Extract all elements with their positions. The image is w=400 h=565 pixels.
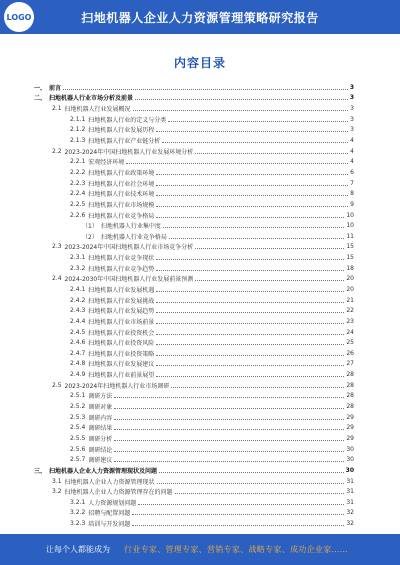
toc-entry-number: 2.4.7 [70, 349, 86, 357]
toc-entry-number: 2.5 [52, 381, 62, 389]
toc-entry-page: 30 [346, 456, 354, 464]
toc-entry[interactable] [34, 380, 354, 391]
toc-entry-page: 31 [346, 488, 354, 496]
toc-leader-dots [156, 174, 348, 175]
toc-entry[interactable] [34, 178, 354, 189]
toc-entry[interactable] [34, 476, 354, 487]
toc-entry[interactable] [34, 454, 354, 465]
toc-entry-title: 扫地机器人行业投资风险 [88, 340, 155, 348]
toc-entry-page: 32 [346, 520, 354, 528]
toc-entry-number: （1） [82, 223, 98, 231]
toc-leader-dots [156, 291, 344, 292]
toc-entry[interactable] [34, 486, 354, 497]
toc-entry-number: 2.1 [52, 105, 62, 113]
toc-entry-title: 2023-2024年中国扫地机器人行业市场竞争分析 [64, 244, 194, 252]
toc-entry-page: 3 [350, 105, 354, 113]
toc-entry-number: 2.5.1 [70, 392, 86, 400]
toc-leader-dots [114, 461, 344, 462]
toc-leader-dots [114, 408, 344, 409]
toc-leader-dots [156, 195, 348, 196]
toc-leader-dots [157, 483, 345, 484]
toc-leader-dots [156, 323, 344, 324]
toc-entry-title: 扫地机器人行业竞争现状 [88, 255, 155, 263]
toc-entry[interactable] [34, 518, 354, 529]
toc-entry[interactable] [34, 199, 354, 210]
toc-entry-title: 调研方法 [88, 393, 113, 401]
toc-entry-title: 扫地机器人行业发展挑战 [88, 297, 155, 305]
toc-entry-page: 18 [346, 264, 354, 272]
toc-entry-page: 30 [346, 445, 354, 453]
toc-leader-dots [156, 270, 344, 271]
toc-leader-dots [163, 227, 345, 228]
toc-entry[interactable] [34, 391, 354, 402]
toc-entry-title: 扫地机器人企业人力资源管理现状及问题 [49, 467, 158, 475]
toc-entry[interactable] [34, 401, 354, 412]
toc-entry[interactable] [34, 125, 354, 136]
toc-entry-title: 2023-2024年中国扫地机器人行业发展环境分析 [64, 148, 194, 156]
toc-entry-page: 4 [350, 147, 354, 155]
toc-leader-dots [156, 185, 348, 186]
toc-entry[interactable] [34, 210, 354, 221]
toc-entry-number: 2.2.2 [70, 168, 86, 176]
toc-entry-title: 调研内容 [88, 414, 113, 422]
toc-entry-number: 2.5.4 [70, 424, 86, 432]
toc-leader-dots [156, 131, 348, 132]
toc-entry-title: 扫地机器人行业竞争格局 [100, 233, 167, 241]
toc-entry[interactable] [34, 167, 354, 178]
toc-entry-title: 宏观经济环境 [88, 159, 125, 167]
toc-entry[interactable] [34, 252, 354, 263]
toc-entry-number: 2.5.7 [70, 456, 86, 464]
toc-entry-title: 扫地机器人行业社会环境 [88, 180, 155, 188]
toc-entry[interactable] [34, 156, 354, 167]
toc-leader-dots [169, 238, 345, 239]
toc-entry-number: 2.4.9 [70, 371, 86, 379]
toc-entry-number: 2.5.3 [70, 413, 86, 421]
toc-entry-number: 2.4.8 [70, 360, 86, 368]
toc-entry-title: 扫地机器人行业竞争格局 [88, 212, 155, 220]
toc-leader-dots [126, 163, 348, 164]
toc-entry[interactable] [34, 93, 354, 104]
toc-leader-dots [132, 525, 344, 526]
toc-entry[interactable] [34, 337, 354, 348]
toc-entry-page: 22 [346, 307, 354, 315]
toc-leader-dots [132, 514, 344, 515]
toc-leader-dots [114, 440, 344, 441]
toc-entry-title: 调研结果 [88, 425, 113, 433]
toc-entry-number: 3.2.2 [70, 509, 86, 517]
toc-entry-number: 3.1 [52, 477, 62, 485]
toc-leader-dots [156, 355, 344, 356]
toc-entry-page: 20 [346, 285, 354, 293]
toc-entry[interactable] [34, 114, 354, 125]
toc-entry-page: 4 [350, 158, 354, 166]
page-header [0, 0, 400, 34]
toc-entry-title: 2023-2024年扫地机器人行业市场调研 [64, 382, 170, 390]
toc-entry-number: 2.4 [52, 275, 62, 283]
toc-entry-number: 2.2.6 [70, 211, 86, 219]
toc-leader-dots [156, 217, 344, 218]
toc-entry-number: 2.1.3 [70, 137, 86, 145]
toc-entry-page: 23 [346, 317, 354, 325]
toc-leader-dots [156, 206, 348, 207]
toc-entry-page: 15 [346, 243, 354, 251]
toc-leader-dots [114, 419, 344, 420]
toc-entry[interactable] [34, 508, 354, 519]
toc-entry-title: 扫地机器人行业市场分析及前景 [49, 95, 134, 103]
toc-entry-title: 扫地机器人行业发展历程 [88, 127, 155, 135]
toc-entry-number: 2.2.4 [70, 190, 86, 198]
toc-entry[interactable] [34, 295, 354, 306]
toc-entry[interactable] [34, 359, 354, 370]
toc-entry-title: 调研对象 [88, 404, 113, 412]
toc-entry-title: 人力资源规划问题 [88, 499, 137, 507]
footer-slogan-roles: 行业专家、管理专家、营销专家、战略专家、成功企业家…… [124, 545, 349, 554]
toc-entry[interactable] [34, 423, 354, 434]
toc-entry-page: 7 [350, 179, 354, 187]
toc-entry-number: 2.5.5 [70, 434, 86, 442]
footer-slogan-lead: 让每个人都能成为 [46, 545, 110, 554]
toc-entry[interactable] [34, 348, 354, 359]
toc-leader-dots [135, 99, 348, 100]
toc-leader-dots [133, 110, 349, 111]
toc-entry[interactable] [34, 231, 354, 242]
toc-leader-dots [171, 387, 344, 388]
toc-entry-title: 扫地机器人行业的定义与分类 [88, 116, 167, 124]
toc-entry[interactable] [34, 305, 354, 316]
toc-leader-dots [195, 248, 344, 249]
toc-entry-page: 29 [346, 434, 354, 442]
toc-leader-dots [168, 121, 348, 122]
toc-entry-number: 2.3.2 [70, 264, 86, 272]
toc-entry-title: 扫地机器人行业政策环境 [88, 169, 155, 177]
toc-entry-number: 2.2.1 [70, 158, 86, 166]
toc-entry-number: 2.4.1 [70, 285, 86, 293]
toc-entry-title: 调研结论 [88, 446, 113, 454]
toc-entry-title: 扫地机器人行业投资机会 [88, 329, 155, 337]
toc-entry-page: 31 [346, 498, 354, 506]
toc-entry-title: 扫地机器人行业市场前景 [88, 318, 155, 326]
toc-entry-page: 27 [346, 360, 354, 368]
toc-leader-dots [114, 429, 344, 430]
brand-logo-text: LOGO [6, 12, 32, 22]
toc-entry-title: 扫地机器人行业集中度 [100, 223, 161, 231]
toc-entry-number: 2.1.2 [70, 126, 86, 134]
toc-leader-dots [195, 280, 344, 281]
toc-entry-number: 2.2.5 [70, 200, 86, 208]
toc-entry-page: 21 [346, 296, 354, 304]
toc-leader-dots [156, 376, 344, 377]
toc-leader-dots [156, 334, 344, 335]
toc-entry-number: 2.1.1 [70, 115, 86, 123]
toc-leader-dots [195, 153, 348, 154]
toc-entry-page: 25 [346, 339, 354, 347]
toc-entry-title: 调研分析 [88, 435, 113, 443]
toc-leader-dots [159, 472, 344, 473]
brand-logo [4, 2, 34, 32]
toc-entry-number: 一、 [34, 84, 47, 92]
toc-entry[interactable] [34, 327, 354, 338]
table-of-contents [34, 82, 354, 529]
toc-entry-number: 2.4.2 [70, 296, 86, 304]
toc-entry-title: 扫地机器人行业投资策略 [88, 350, 155, 358]
toc-entry-page: 6 [350, 168, 354, 176]
toc-entry-page: 15 [346, 254, 354, 262]
toc-entry-number: 3.2 [52, 488, 62, 496]
toc-entry-number: 2.4.4 [70, 317, 86, 325]
toc-entry-title: 招聘与配置问题 [88, 510, 131, 518]
toc-entry-page: 24 [346, 328, 354, 336]
toc-entry[interactable] [34, 284, 354, 295]
toc-leader-dots [156, 312, 344, 313]
toc-entry-title: 前言 [49, 84, 62, 92]
toc-leader-dots [156, 259, 344, 260]
toc-leader-dots [162, 142, 348, 143]
toc-entry[interactable] [34, 135, 354, 146]
toc-entry[interactable] [34, 316, 354, 327]
toc-entry-page: 3 [349, 94, 354, 102]
toc-entry-page: 28 [346, 381, 354, 389]
toc-entry-number: 2.4.3 [70, 307, 86, 315]
toc-entry-number: 2.4.5 [70, 328, 86, 336]
toc-entry-title: 扫地机器人企业人力资源管理存在的问题 [64, 489, 173, 497]
toc-entry[interactable] [34, 274, 354, 285]
toc-entry-page: 11 [346, 232, 354, 240]
toc-entry[interactable] [34, 412, 354, 423]
toc-entry-number: 二、 [34, 95, 47, 103]
toc-entry-title: 扫地机器人行业发展建议 [88, 361, 155, 369]
toc-heading: 内容目录 [173, 56, 226, 70]
toc-entry-page: 26 [346, 349, 354, 357]
toc-entry-number: 2.2.3 [70, 179, 86, 187]
toc-entry-page: 4 [350, 137, 354, 145]
toc-entry-title: 扫地机器人行业前景展望 [88, 372, 155, 380]
toc-leader-dots [114, 397, 344, 398]
toc-entry[interactable] [34, 263, 354, 274]
toc-entry-title: 调研建议 [88, 457, 113, 465]
toc-leader-dots [156, 302, 344, 303]
toc-entry-page: 10 [346, 211, 354, 219]
toc-entry-title: 扫地机器人行业发展机遇 [88, 286, 155, 294]
toc-entry[interactable] [34, 242, 354, 253]
toc-entry[interactable] [34, 82, 354, 93]
toc-entry-title: 扫地机器人行业发展概况 [64, 106, 131, 114]
toc-entry-page: 10 [346, 222, 354, 230]
toc-entry-title: 2024-2030年中国扫地机器人行业发展前景预测 [64, 276, 194, 284]
toc-entry-number: 2.5.2 [70, 403, 86, 411]
toc-entry-number: 2.5.6 [70, 445, 86, 453]
toc-entry-page: 8 [350, 190, 354, 198]
toc-entry-page: 28 [346, 403, 354, 411]
toc-entry-number: 2.2 [52, 147, 62, 155]
toc-entry[interactable] [34, 220, 354, 231]
toc-entry-page: 29 [346, 424, 354, 432]
toc-leader-dots [63, 89, 348, 90]
toc-entry-page: 9 [350, 200, 354, 208]
toc-entry-number: 3.2.3 [70, 520, 86, 528]
toc-leader-dots [114, 451, 344, 452]
toc-entry-title: 扫地机器人企业人力资源管理现状 [64, 478, 155, 486]
toc-leader-dots [156, 365, 344, 366]
toc-leader-dots [156, 344, 344, 345]
toc-entry-page: 3 [350, 126, 354, 134]
toc-entry-title: 扫地机器人行业竞争趋势 [88, 265, 155, 273]
toc-entry-title: 扫地机器人行业市场规模 [88, 201, 155, 209]
toc-entry[interactable] [34, 369, 354, 380]
toc-entry[interactable] [34, 188, 354, 199]
toc-entry-page: 29 [346, 413, 354, 421]
toc-entry[interactable] [34, 433, 354, 444]
toc-entry-number: 三、 [34, 467, 47, 475]
toc-entry-page: 28 [346, 392, 354, 400]
toc-entry-number: 2.3.1 [70, 254, 86, 262]
toc-entry-page: 28 [346, 371, 354, 379]
toc-entry-title: 扫地机器人行业发展趋势 [88, 308, 155, 316]
toc-entry-title: 扫地机器人行业产业链分析 [88, 138, 161, 146]
toc-entry-page: 3 [350, 115, 354, 123]
toc-entry-page: 32 [346, 509, 354, 517]
toc-entry[interactable] [34, 465, 354, 476]
toc-entry[interactable] [34, 146, 354, 157]
toc-entry-number: 2.3 [52, 243, 62, 251]
toc-entry[interactable] [34, 103, 354, 114]
toc-entry-number: 2.4.6 [70, 339, 86, 347]
toc-entry-title: 扫地机器人行业技术环境 [88, 191, 155, 199]
toc-entry[interactable] [34, 444, 354, 455]
toc-entry-page: 31 [346, 477, 354, 485]
toc-entry-title: 培训与开发问题 [88, 521, 131, 529]
toc-leader-dots [138, 504, 344, 505]
toc-entry-page: 30 [345, 466, 354, 474]
toc-entry-number: 3.2.1 [70, 498, 86, 506]
toc-entry-page: 20 [346, 275, 354, 283]
page-footer [0, 534, 400, 565]
toc-entry[interactable] [34, 497, 354, 508]
report-title: 扫地机器人企业人力资源管理策略研究报告 [81, 10, 319, 25]
toc-entry-number: （2） [82, 233, 98, 241]
toc-entry-page: 3 [349, 83, 354, 91]
toc-leader-dots [175, 493, 345, 494]
